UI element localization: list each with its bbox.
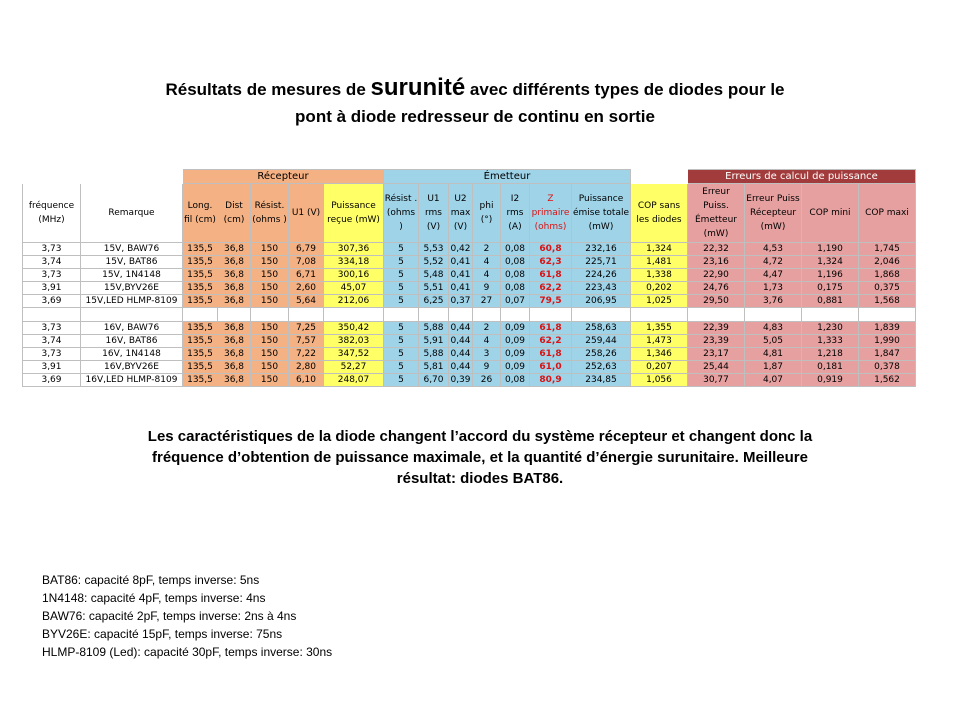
table-cell: 135,5 <box>183 322 218 335</box>
spacer-cell <box>449 308 473 322</box>
table-cell: 16V, BAW76 <box>81 322 183 335</box>
table-cell: 36,8 <box>218 295 251 308</box>
table-cell: 3,73 <box>23 348 81 361</box>
column-header: fréquence (MHz) <box>23 184 81 243</box>
table-cell: 0,08 <box>501 282 530 295</box>
table-cell: 1,73 <box>745 282 802 295</box>
table-cell: 1,990 <box>859 335 916 348</box>
table-cell: 4,07 <box>745 374 802 387</box>
table-cell: 3 <box>473 348 501 361</box>
table-row <box>23 374 916 387</box>
column-header: Long. fil (cm) <box>183 184 218 243</box>
table-cell: 5 <box>384 256 419 269</box>
conclusion-text <box>80 426 880 489</box>
table-cell: 23,16 <box>688 256 745 269</box>
table-cell: 0,41 <box>450 256 471 267</box>
table-cell: 7,08 <box>289 256 324 269</box>
table-cell: 5 <box>384 282 419 295</box>
table-cell: 2,60 <box>289 282 324 295</box>
table-cell: 0,07 <box>501 295 530 308</box>
table-cell: 6,79 <box>289 243 324 256</box>
table-cell: 1,056 <box>631 374 688 387</box>
table-cell: 5 <box>384 335 419 348</box>
group-blank-2 <box>631 170 688 184</box>
table-cell: 15V, BAT86 <box>81 256 183 269</box>
results-table-wrap <box>22 169 916 387</box>
table-cell: 15V,BYV26E <box>81 282 183 295</box>
column-header: COP sans les diodes <box>631 184 688 243</box>
title-highlight: surunité <box>370 74 466 101</box>
table-cell: 61,8 <box>530 348 572 361</box>
table-cell: 45,07 <box>324 282 384 295</box>
title-text-2: avec différents types de diodes pour le <box>465 80 785 99</box>
table-cell: 1,481 <box>631 256 688 269</box>
table-cell: 3,76 <box>745 295 802 308</box>
table-cell: 4,83 <box>745 322 802 335</box>
table-cell: 300,16 <box>324 269 384 282</box>
table-cell: 16V, BAT86 <box>81 335 183 348</box>
table-cell: 135,5 <box>183 269 218 282</box>
table-row <box>23 335 916 348</box>
table-cell: 135,5 <box>183 282 218 295</box>
table-cell: 4,47 <box>745 269 802 282</box>
table-cell: 307,36 <box>324 243 384 256</box>
table-cell: 5 <box>384 269 419 282</box>
table-cell: 1,230 <box>802 322 859 335</box>
table-cell: 135,5 <box>183 256 218 269</box>
table-cell: 2 <box>473 322 501 335</box>
table-cell: 135,5 <box>183 295 218 308</box>
table-row <box>23 269 916 282</box>
column-header-row <box>23 184 916 243</box>
table-cell: 62,3 <box>530 256 572 269</box>
table-cell: 16V,LED HLMP-8109 <box>81 374 183 387</box>
table-cell: 7,57 <box>289 335 324 348</box>
table-cell: 1,745 <box>859 243 916 256</box>
table-cell: 3,91 <box>23 282 81 295</box>
table-row <box>23 282 916 295</box>
table-cell: 2,80 <box>289 361 324 374</box>
table-cell: 3,74 <box>23 335 81 348</box>
spacer-cell <box>81 308 183 322</box>
table-cell: 206,95 <box>572 295 631 308</box>
table-cell: 135,5 <box>183 335 218 348</box>
table-cell: 1,473 <box>631 335 688 348</box>
spacer-cell <box>183 308 218 322</box>
table-cell: 150 <box>251 269 289 282</box>
table-cell: 22,90 <box>688 269 745 282</box>
group-blank <box>23 170 183 184</box>
table-cell: 135,5 <box>183 361 218 374</box>
table-cell: 2,046 <box>859 256 916 269</box>
table-cell: 1,355 <box>631 322 688 335</box>
table-cell: 15V, BAW76 <box>81 243 183 256</box>
table-cell: 23,39 <box>688 335 745 348</box>
table-cell: 2 <box>473 243 501 256</box>
table-cell: 0,08 <box>501 256 530 269</box>
table-cell: 9 <box>473 282 501 295</box>
table-cell: 150 <box>251 322 289 335</box>
spacer-cell <box>745 308 802 322</box>
spacer-cell <box>324 308 384 322</box>
table-cell: 61,8 <box>530 322 572 335</box>
table-row <box>23 322 916 335</box>
column-header: Résist. (ohms ) <box>251 184 289 243</box>
table-cell: 135,5 <box>183 243 218 256</box>
table-cell: 36,8 <box>218 335 251 348</box>
note-line: BAT86: capacité 8pF, temps inverse: 5ns <box>42 573 260 587</box>
table-cell: 0,44 <box>450 322 471 333</box>
table-cell: 36,8 <box>218 322 251 335</box>
table-cell: 135,5 <box>183 374 218 387</box>
table-cell: 5 <box>384 361 419 374</box>
table-cell: 26 <box>473 374 501 387</box>
table-cell: 6,70 <box>419 374 449 387</box>
table-cell: 350,42 <box>324 322 384 335</box>
table-cell: 36,8 <box>218 256 251 269</box>
table-cell: 0,09 <box>501 322 530 335</box>
column-header: U2 max (V) <box>449 184 473 243</box>
table-cell: 1,324 <box>631 243 688 256</box>
group-emetteur: Émetteur <box>384 170 631 184</box>
table-cell: 3,69 <box>23 374 81 387</box>
spacer-cell <box>859 308 916 322</box>
table-cell: 347,52 <box>324 348 384 361</box>
results-table <box>22 169 916 387</box>
diode-notes <box>42 571 332 661</box>
spacer-row <box>23 308 916 322</box>
table-cell: 3,91 <box>23 361 81 374</box>
table-cell: 3,69 <box>23 295 81 308</box>
table-cell: 0,09 <box>501 348 530 361</box>
table-cell: 4 <box>473 269 501 282</box>
table-cell: 382,03 <box>324 335 384 348</box>
table-cell: 1,847 <box>859 348 916 361</box>
table-cell: 0,181 <box>802 361 859 374</box>
table-cell: 1,333 <box>802 335 859 348</box>
table-cell: 212,06 <box>324 295 384 308</box>
column-header: Résist . (ohms ) <box>384 184 419 243</box>
table-cell: 4,53 <box>745 243 802 256</box>
table-cell: 62,2 <box>530 282 572 295</box>
table-cell: 60,8 <box>530 243 572 256</box>
spacer-cell <box>23 308 81 322</box>
column-header: phi (°) <box>473 184 501 243</box>
table-cell: 6,25 <box>419 295 449 308</box>
spacer-cell <box>384 308 419 322</box>
table-cell: 0,375 <box>859 282 916 295</box>
table-cell: 0,39 <box>450 374 471 385</box>
column-header: Erreur Puiss. Émetteur (mW) <box>688 184 745 243</box>
table-cell: 16V, 1N4148 <box>81 348 183 361</box>
note-line: 1N4148: capacité 4pF, temps inverse: 4ns <box>42 591 266 605</box>
spacer-cell <box>251 308 289 322</box>
table-cell: 150 <box>251 256 289 269</box>
table-cell: 150 <box>251 335 289 348</box>
table-cell: 36,8 <box>218 348 251 361</box>
column-header: I2 rms (A) <box>501 184 530 243</box>
table-cell: 5,91 <box>419 335 449 348</box>
table-cell: 1,196 <box>802 269 859 282</box>
table-cell: 4 <box>473 256 501 269</box>
table-cell: 0,09 <box>501 361 530 374</box>
column-header: COP maxi <box>859 184 916 243</box>
table-cell: 15V, 1N4148 <box>81 269 183 282</box>
spacer-cell <box>501 308 530 322</box>
table-cell: 6,10 <box>289 374 324 387</box>
table-cell: 334,18 <box>324 256 384 269</box>
table-cell: 30,77 <box>688 374 745 387</box>
note-line: HLMP-8109 (Led): capacité 30pF, temps inverse: 30ns <box>42 645 333 659</box>
table-cell: 0,919 <box>802 374 859 387</box>
table-cell: 0,09 <box>501 335 530 348</box>
table-row <box>23 243 916 256</box>
column-header: Z primaire (ohms) <box>530 184 572 243</box>
column-header: Dist (cm) <box>218 184 251 243</box>
table-cell: 5 <box>384 374 419 387</box>
table-cell: 259,44 <box>572 335 631 348</box>
table-cell: 0,42 <box>450 243 471 254</box>
table-cell: 223,43 <box>572 282 631 295</box>
table-cell: 61,8 <box>530 269 572 282</box>
table-cell: 248,07 <box>324 374 384 387</box>
column-header: Erreur Puiss Récepteur (mW) <box>745 184 802 243</box>
table-cell: 4 <box>473 335 501 348</box>
table-cell: 0,175 <box>802 282 859 295</box>
table-cell: 232,16 <box>572 243 631 256</box>
table-cell: 1,346 <box>631 348 688 361</box>
note-line: BAW76: capacité 2pF, temps inverse: 2ns à 4ns <box>42 609 297 623</box>
table-cell: 52,27 <box>324 361 384 374</box>
table-cell: 36,8 <box>218 243 251 256</box>
group-recepteur: Récepteur <box>183 170 384 184</box>
table-cell: 1,025 <box>631 295 688 308</box>
spacer-cell <box>802 308 859 322</box>
spacer-cell <box>572 308 631 322</box>
table-cell: 6,71 <box>289 269 324 282</box>
table-cell: 5,51 <box>419 282 449 295</box>
table-cell: 25,44 <box>688 361 745 374</box>
table-cell: 1,839 <box>859 322 916 335</box>
table-cell: 150 <box>251 374 289 387</box>
table-cell: 5,52 <box>419 256 449 269</box>
table-cell: 9 <box>473 361 501 374</box>
table-cell: 3,73 <box>23 269 81 282</box>
table-row <box>23 256 916 269</box>
table-cell: 5,88 <box>419 322 449 335</box>
table-cell: 0,44 <box>450 335 471 346</box>
table-cell: 16V,BYV26E <box>81 361 183 374</box>
table-cell: 5 <box>384 243 419 256</box>
table-cell: 5 <box>384 322 419 335</box>
group-erreurs: Erreurs de calcul de puissance <box>688 170 916 184</box>
table-cell: 27 <box>473 295 501 308</box>
group-header-row <box>23 170 916 184</box>
table-cell: 150 <box>251 295 289 308</box>
table-cell: 80,9 <box>530 374 572 387</box>
table-cell: 29,50 <box>688 295 745 308</box>
spacer-cell <box>218 308 251 322</box>
table-cell: 0,37 <box>450 295 471 306</box>
spacer-cell <box>289 308 324 322</box>
table-cell: 5 <box>384 295 419 308</box>
table-cell: 1,338 <box>631 269 688 282</box>
table-cell: 5,81 <box>419 361 449 374</box>
table-cell: 252,63 <box>572 361 631 374</box>
spacer-cell <box>473 308 501 322</box>
table-cell: 4,81 <box>745 348 802 361</box>
table-cell: 0,881 <box>802 295 859 308</box>
table-cell: 36,8 <box>218 361 251 374</box>
conclusion-line-3: résultat: diodes BAT86. <box>396 470 564 487</box>
spacer-cell <box>419 308 449 322</box>
note-line: BYV26E: capacité 15pF, temps inverse: 75ns <box>42 627 283 641</box>
table-cell: 150 <box>251 348 289 361</box>
table-cell: 1,87 <box>745 361 802 374</box>
table-cell: 7,25 <box>289 322 324 335</box>
table-cell: 135,5 <box>183 348 218 361</box>
table-cell: 3,73 <box>23 322 81 335</box>
table-cell: 0,41 <box>450 282 471 293</box>
table-cell: 0,378 <box>859 361 916 374</box>
table-cell: 0,44 <box>450 348 471 359</box>
table-row <box>23 348 916 361</box>
table-cell: 5,64 <box>289 295 324 308</box>
table-cell: 3,73 <box>23 243 81 256</box>
table-cell: 225,71 <box>572 256 631 269</box>
table-cell: 36,8 <box>218 282 251 295</box>
table-cell: 5,05 <box>745 335 802 348</box>
table-cell: 5,88 <box>419 348 449 361</box>
spacer-cell <box>530 308 572 322</box>
column-header: COP mini <box>802 184 859 243</box>
table-cell: 0,44 <box>450 361 471 372</box>
table-cell: 22,32 <box>688 243 745 256</box>
table-row <box>23 361 916 374</box>
table-cell: 5 <box>384 348 419 361</box>
table-cell: 0,08 <box>501 374 530 387</box>
table-cell: 1,868 <box>859 269 916 282</box>
table-cell: 0,202 <box>631 282 688 295</box>
table-cell: 7,22 <box>289 348 324 361</box>
title-text-1: Résultats de mesures de <box>165 80 371 99</box>
column-header: Remarque <box>81 184 183 243</box>
page-title <box>60 74 890 130</box>
table-cell: 22,39 <box>688 322 745 335</box>
table-cell: 150 <box>251 282 289 295</box>
table-cell: 24,76 <box>688 282 745 295</box>
conclusion-line-2: fréquence d’obtention de puissance maximale, et la quantité d’énergie surunitaire. Meilleure <box>151 449 808 466</box>
table-cell: 5,53 <box>419 243 449 256</box>
column-header: U1 (V) <box>289 184 324 243</box>
table-cell: 36,8 <box>218 374 251 387</box>
column-header: U1 rms (V) <box>419 184 449 243</box>
conclusion-line-1: Les caractéristiques de la diode changent l’accord du système récepteur et changent donc la <box>147 428 813 445</box>
table-cell: 150 <box>251 361 289 374</box>
table-cell: 3,74 <box>23 256 81 269</box>
table-cell: 258,63 <box>572 322 631 335</box>
table-cell: 1,562 <box>859 374 916 387</box>
table-cell: 1,568 <box>859 295 916 308</box>
table-cell: 0,08 <box>501 243 530 256</box>
table-cell: 1,324 <box>802 256 859 269</box>
table-cell: 23,17 <box>688 348 745 361</box>
table-cell: 0,41 <box>450 269 471 280</box>
column-header: Puissance émise totale (mW) <box>572 184 631 243</box>
table-cell: 62,2 <box>530 335 572 348</box>
spacer-cell <box>631 308 688 322</box>
table-cell: 258,26 <box>572 348 631 361</box>
table-cell: 1,218 <box>802 348 859 361</box>
table-cell: 15V,LED HLMP-8109 <box>81 295 183 308</box>
table-cell: 61,0 <box>530 361 572 374</box>
table-cell: 224,26 <box>572 269 631 282</box>
table-cell: 4,72 <box>745 256 802 269</box>
column-header: Puissance reçue (mW) <box>324 184 384 243</box>
table-cell: 0,207 <box>631 361 688 374</box>
table-row <box>23 295 916 308</box>
table-cell: 36,8 <box>218 269 251 282</box>
title-text-line2: pont à diode redresseur de continu en sortie <box>295 107 655 126</box>
table-cell: 5,48 <box>419 269 449 282</box>
table-cell: 150 <box>251 243 289 256</box>
table-cell: 1,190 <box>802 243 859 256</box>
table-cell: 79,5 <box>530 295 572 308</box>
table-cell: 234,85 <box>572 374 631 387</box>
table-cell: 0,08 <box>501 269 530 282</box>
spacer-cell <box>688 308 745 322</box>
